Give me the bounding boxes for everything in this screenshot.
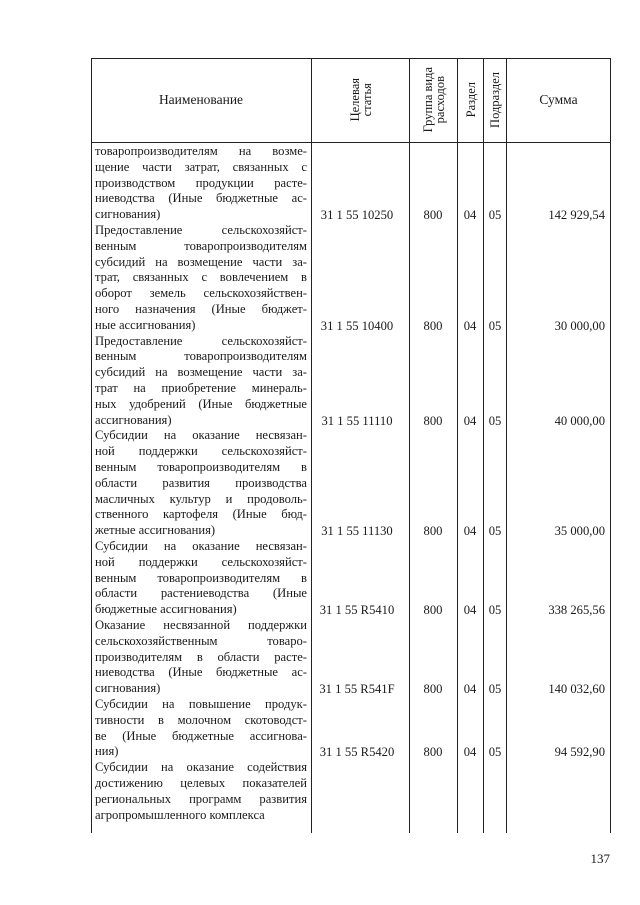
row-name-line: ные ассигнования) <box>95 317 196 332</box>
page-number: 137 <box>590 851 610 866</box>
column-divider <box>506 58 507 833</box>
header-bottom-border <box>91 142 611 143</box>
table-left-border <box>91 58 92 833</box>
row-name-line: тивности в молочном скотоводст- <box>95 712 307 727</box>
row-target-article: 31 1 55 11130 <box>321 524 393 539</box>
row-name-line: оборот земель сельскохозяйствен- <box>95 286 307 301</box>
row-subsection: 05 <box>488 318 502 333</box>
row-target-article: 31 1 55 R5420 <box>319 745 395 760</box>
row-name-line: субсидий на возмещение части за- <box>95 365 307 380</box>
row-subsection: 05 <box>488 208 502 223</box>
row-target-article: 31 1 55 10250 <box>320 208 394 223</box>
row-name-line: ной поддержки сельскохозяйст- <box>95 444 307 459</box>
row-name-line: ассигнования) <box>95 412 172 427</box>
row-target-article: 31 1 55 11110 <box>321 413 393 428</box>
row-name <box>95 428 307 539</box>
row-name <box>95 223 307 334</box>
row-name-line: ной поддержки сельскохозяйст- <box>95 554 307 569</box>
row-name-line: масличных культур и продоволь- <box>95 491 307 506</box>
row-subsection: 05 <box>488 682 502 697</box>
row-name-line: ных удобрений (Иные бюджетные <box>95 396 307 411</box>
row-name-line: бюджетные ассигнования) <box>95 602 237 617</box>
row-name-line: субсидий на возмещение части за- <box>95 254 307 269</box>
row-expense-group: 800 <box>423 745 443 760</box>
row-target-article: 31 1 55 R541F <box>319 682 395 697</box>
row-subsection: 05 <box>488 745 502 760</box>
row-name <box>95 697 307 760</box>
row-name-line: венным товаропроизводителям <box>95 349 307 364</box>
row-expense-group: 800 <box>423 208 443 223</box>
row-name-line: ниеводства (Иные бюджетные ас- <box>95 665 307 680</box>
header-sum: Сумма <box>539 92 578 107</box>
row-name <box>95 760 307 823</box>
row-name-line: агропромышленного комплекса <box>95 807 265 822</box>
row-name-line: Предоставление сельскохозяйст- <box>95 333 307 348</box>
row-name-line: ственного картофеля (Иные бюд- <box>95 507 307 522</box>
row-name-line: достижению целевых показателей <box>95 775 307 790</box>
row-name-line: региональных программ развития <box>95 791 307 806</box>
row-expense-group: 800 <box>423 413 443 428</box>
row-name-line: жетные ассигнования) <box>95 523 216 538</box>
row-name-line: сигнования) <box>95 207 161 222</box>
row-name <box>95 539 307 618</box>
row-sum: 142 929,54 <box>548 208 605 223</box>
row-name-line: щение части затрат, связанных с <box>95 159 307 174</box>
row-name-line: товаропроизводителям на возме- <box>95 144 307 158</box>
row-name <box>95 618 307 697</box>
row-name-line: области развития производства <box>95 475 307 490</box>
row-name-line: венным товаропроизводителям <box>95 238 307 253</box>
column-divider <box>483 58 484 833</box>
header-expense-group: Группа вида расходов <box>420 67 447 133</box>
row-name-line: ниеводства (Иные бюджетные ас- <box>95 191 307 206</box>
column-divider <box>457 58 458 833</box>
row-target-article: 31 1 55 10400 <box>320 318 394 333</box>
row-name-line: сельскохозяйственным товаро- <box>95 633 307 648</box>
row-name-line: Субсидии на оказание несвязан- <box>95 539 307 553</box>
row-name-line: производителям в области расте- <box>95 649 307 664</box>
row-section: 04 <box>463 745 477 760</box>
row-name-line: венным товаропроизводителям в <box>95 459 307 474</box>
row-subsection: 05 <box>488 603 502 618</box>
row-section: 04 <box>463 413 477 428</box>
row-name-line: области растениеводства (Иные <box>95 586 307 601</box>
row-name-line: венным товаропроизводителям в <box>95 570 307 585</box>
column-divider <box>311 58 312 833</box>
row-section: 04 <box>463 208 477 223</box>
header-target-article: Целевая статья <box>347 78 374 122</box>
row-sum: 30 000,00 <box>554 318 605 333</box>
row-sum: 35 000,00 <box>554 524 605 539</box>
row-subsection: 05 <box>488 413 502 428</box>
row-name-line: ве (Иные бюджетные ассигнова- <box>95 728 307 743</box>
row-name-line: Субсидии на повышение продук- <box>95 697 307 711</box>
row-name-line: Предоставление сельскохозяйст- <box>95 223 307 237</box>
row-name <box>95 334 307 429</box>
row-name-line: Оказание несвязанной поддержки <box>95 618 307 632</box>
row-expense-group: 800 <box>423 682 443 697</box>
row-name <box>95 144 307 223</box>
row-name-line: производством продукции расте- <box>95 175 307 190</box>
row-name-line: ния) <box>95 744 119 759</box>
row-section: 04 <box>463 524 477 539</box>
header-name: Наименование <box>158 92 244 107</box>
row-section: 04 <box>463 603 477 618</box>
row-sum: 140 032,60 <box>548 682 605 697</box>
header-section: Раздел <box>463 82 478 118</box>
row-section: 04 <box>463 682 477 697</box>
row-sum: 40 000,00 <box>554 413 605 428</box>
row-expense-group: 800 <box>423 603 443 618</box>
row-name-line: трат, связанных с вовлечением в <box>95 270 307 285</box>
row-sum: 338 265,56 <box>548 603 605 618</box>
row-section: 04 <box>463 318 477 333</box>
row-sum: 94 592,90 <box>554 745 605 760</box>
row-name-line: ного назначения (Иные бюджет- <box>95 301 307 316</box>
row-target-article: 31 1 55 R5410 <box>319 603 395 618</box>
row-name-line: трат на приобретение минераль- <box>95 380 307 395</box>
row-name-line: Субсидии на оказание содействия <box>95 760 307 775</box>
row-expense-group: 800 <box>423 524 443 539</box>
row-expense-group: 800 <box>423 318 443 333</box>
header-subsection: Подраздел <box>488 72 502 128</box>
row-subsection: 05 <box>488 524 502 539</box>
budget-table <box>91 58 611 833</box>
table-right-border <box>610 58 611 833</box>
row-name-line: Субсидии на оказание несвязан- <box>95 428 307 443</box>
row-name-line: сигнования) <box>95 681 161 696</box>
column-divider <box>409 58 410 833</box>
